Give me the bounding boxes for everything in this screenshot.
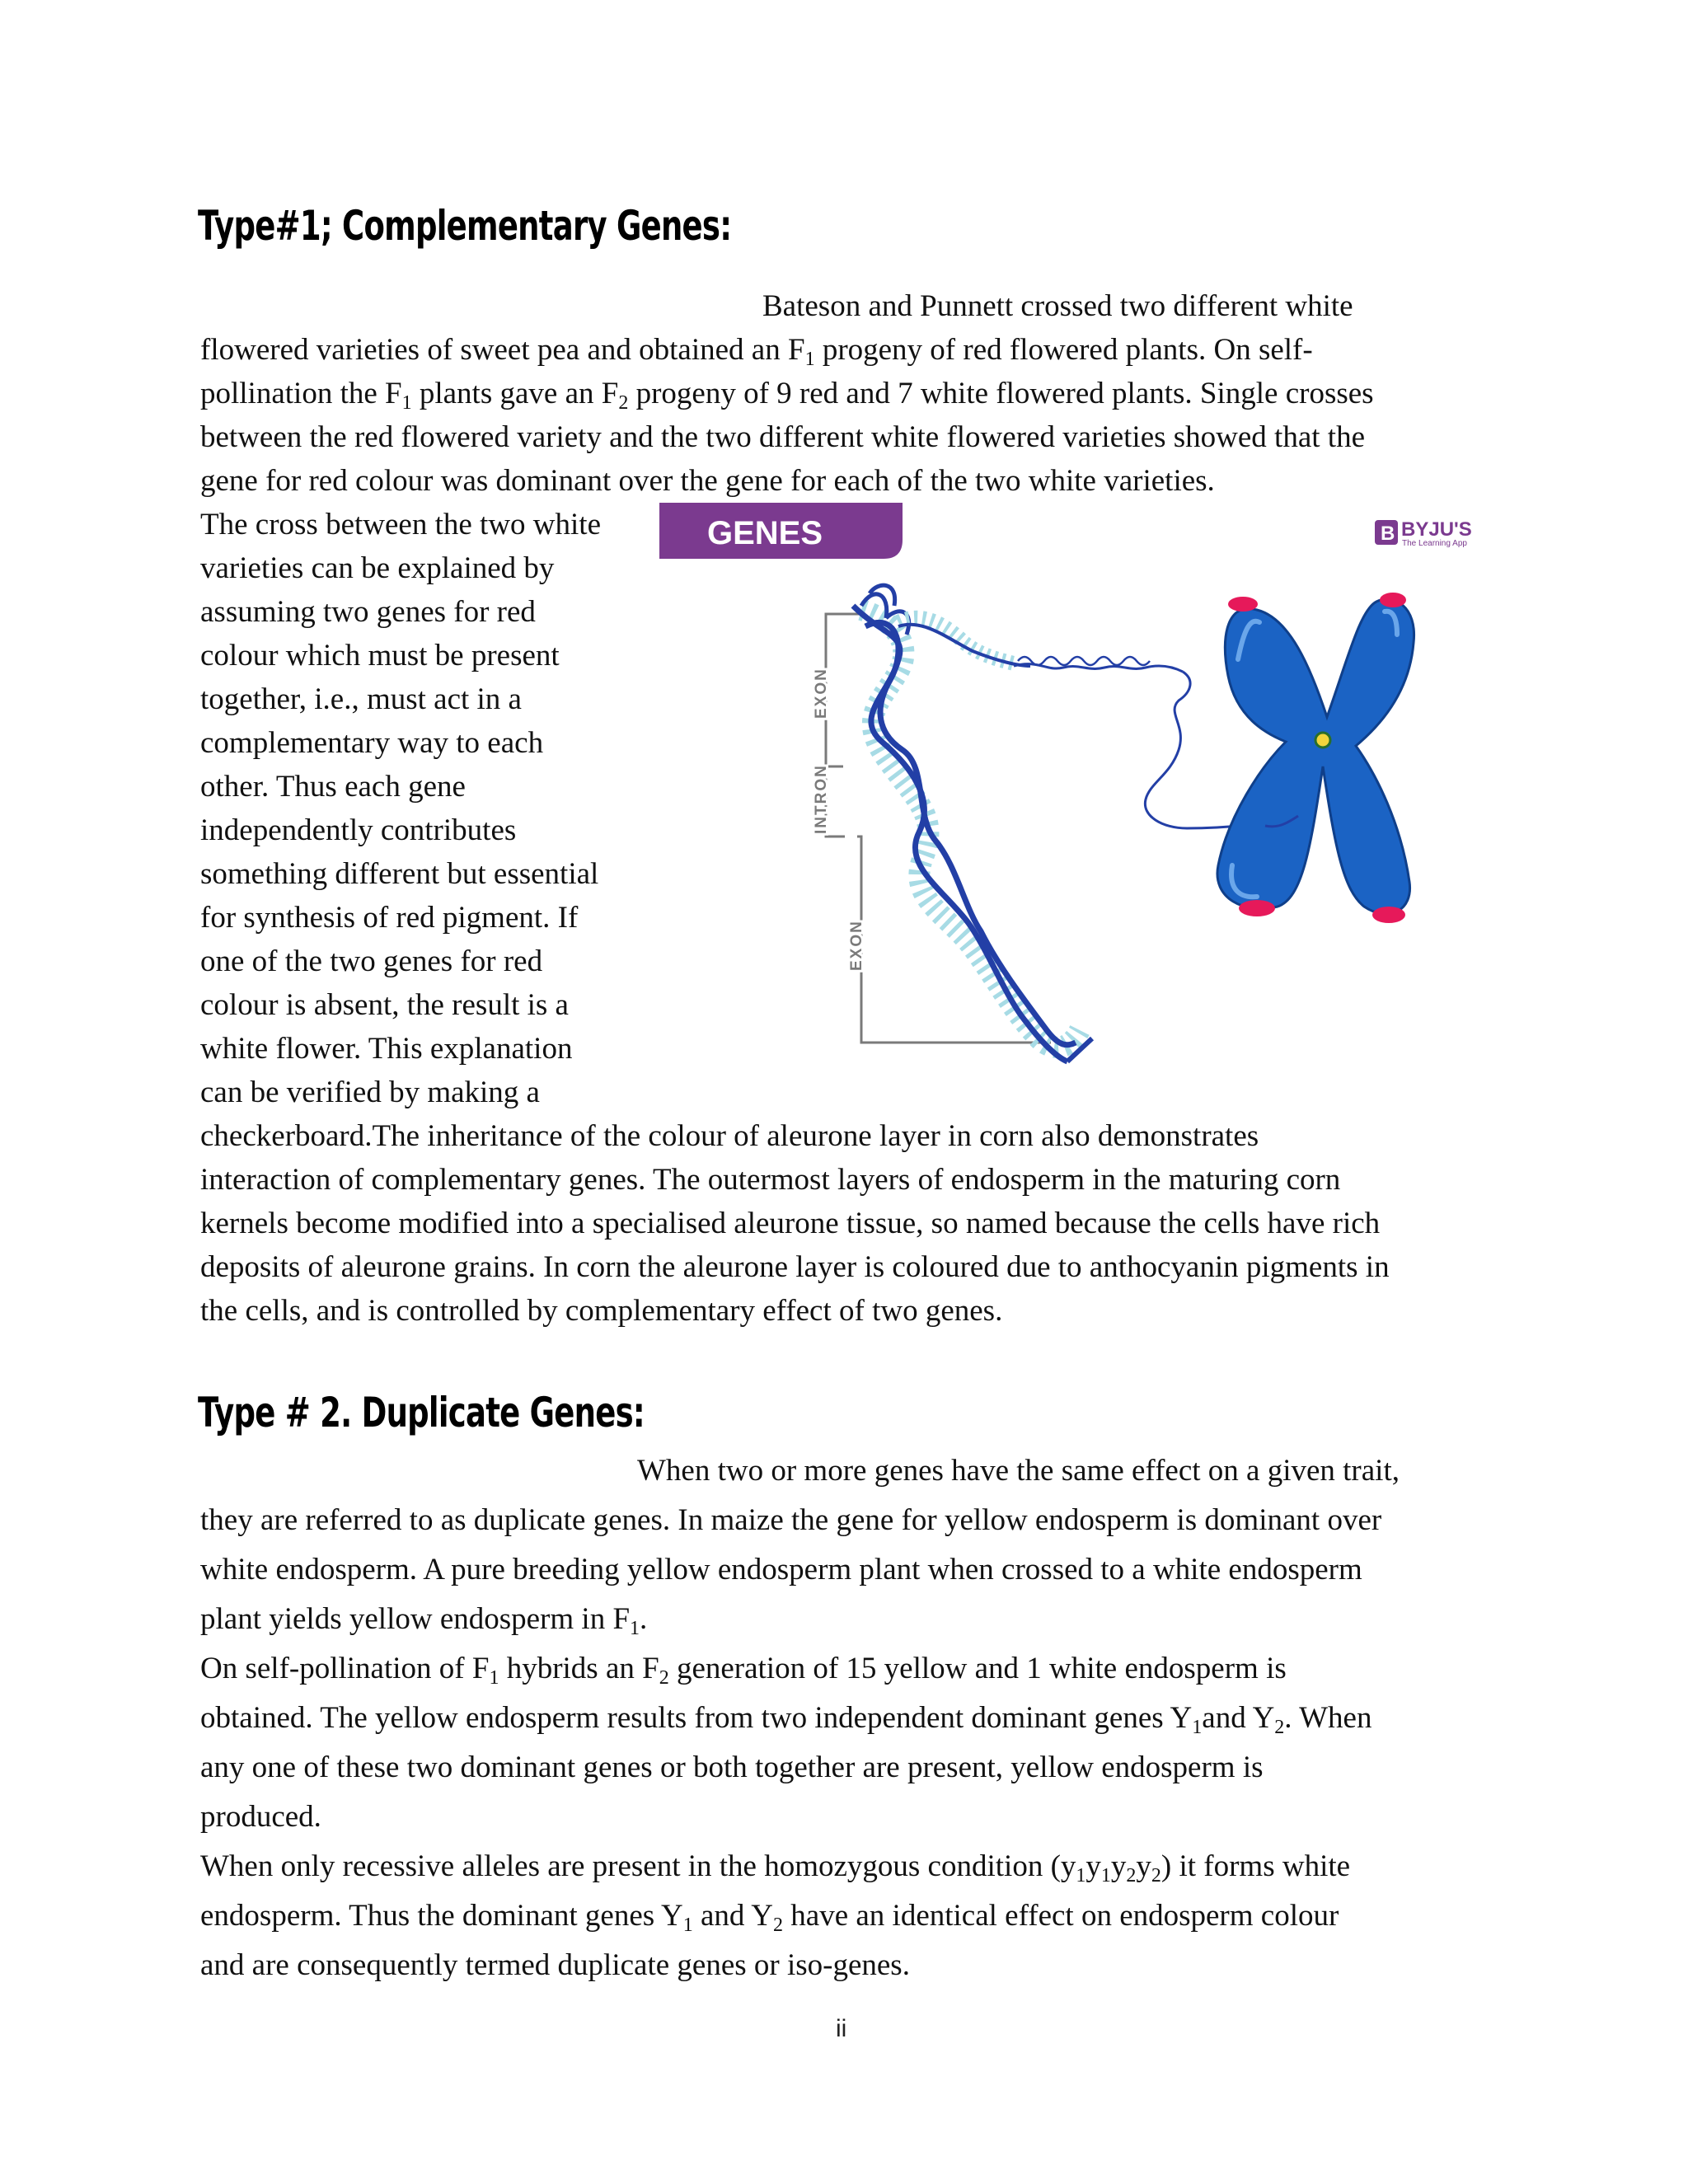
label-intron: INTRON — [813, 764, 830, 834]
paragraph-line: flowered varieties of sweet pea and obtained an $F_1$ progeny of red flowered plants. On self- — [200, 333, 1313, 370]
wrapped-line: can be verified by making a — [200, 1076, 540, 1109]
byjus-logo — [1375, 518, 1472, 548]
section-heading-complementary-genes: Type#1; Complementary Genes: — [198, 202, 732, 250]
wrapped-line: assuming two genes for red — [200, 595, 536, 629]
paragraph-line: gene for red colour was dominant over the gene for each of the two white varieties. — [200, 464, 1215, 498]
page-number: ii — [836, 2015, 847, 2042]
wrapped-line: one of the two genes for red — [200, 944, 543, 978]
wrapped-line: white flower. This explanation — [200, 1032, 573, 1066]
paragraph-line: produced. — [200, 1800, 321, 1834]
wrapped-line: for synthesis of red pigment. If — [200, 901, 579, 935]
paragraph-line: Bateson and Punnett crossed two different white — [762, 289, 1353, 323]
wrapped-line: colour which must be present — [200, 639, 560, 673]
paragraph-line: On self-pollination of $F_1$ hybrids an $F_2$ generation of 15 yellow and 1 white endosperm is — [200, 1652, 1287, 1689]
paragraph-line: interaction of complementary genes. The outermost layers of endosperm in the maturing corn — [200, 1163, 1341, 1197]
paragraph-line: any one of these two dominant genes or both together are present, yellow endosperm is — [200, 1750, 1264, 1784]
genes-diagram — [651, 503, 1500, 1088]
paragraph-line: and are consequently termed duplicate genes or iso-genes. — [200, 1948, 910, 1982]
wrapped-line: colour is absent, the result is a — [200, 988, 569, 1022]
label-exon-bottom: EXON — [848, 920, 865, 971]
section-heading-duplicate-genes: Type # 2. Duplicate Genes: — [198, 1389, 645, 1436]
chromosome — [1217, 593, 1414, 923]
wrapped-line: The cross between the two white — [200, 508, 601, 541]
paragraph-line: plant yields yellow endosperm in $F_1$. — [200, 1602, 648, 1639]
paragraph-line: obtained. The yellow endosperm results from two independent dominant genes $Y_1and$ $Y_2$. When — [200, 1701, 1372, 1738]
wrapped-line: something different but essential — [200, 857, 599, 891]
paragraph-line: between the red flowered variety and the two different white flowered varieties showed that the — [200, 420, 1365, 454]
paragraph-line: the cells, and is controlled by complementary effect of two genes. — [200, 1294, 1003, 1328]
paragraph-line: kernels become modified into a specialised aleurone tissue, so named because the cells have rich — [200, 1207, 1381, 1240]
wrapped-line: together, i.e., must act in a — [200, 682, 522, 716]
paragraph-line: When only recessive alleles are present in the homozygous condition $(y_1y_1y_2y_2)$ it forms white — [200, 1849, 1351, 1886]
paragraph-line: pollination the $F_1$ plants gave an $F_2$ progeny of 9 red and 7 white flowered plants. Single crosses — [200, 377, 1374, 414]
paragraph-line: they are referred to as duplicate genes. In maize the gene for yellow endosperm is dominant over — [200, 1503, 1382, 1537]
wrapped-line: other. Thus each gene — [200, 770, 466, 804]
byjus-logo-text: BYJU'S — [1401, 518, 1472, 541]
genes-banner-title: GENES — [707, 515, 823, 551]
svg-text:B: B — [1381, 523, 1395, 545]
paragraph-line: When two or more genes have the same effect on a given trait, — [637, 1454, 1400, 1488]
label-exon-top: EXON — [813, 668, 830, 719]
byjus-tagline: The Learning App — [1402, 539, 1467, 548]
wrapped-line: complementary way to each — [200, 726, 544, 760]
paragraph-line: deposits of aleurone grains. In corn the aleurone layer is coloured due to anthocyanin pigments in — [200, 1250, 1390, 1284]
wrapped-line: varieties can be explained by — [200, 551, 555, 585]
wrapped-line: independently contributes — [200, 813, 517, 847]
paragraph-line: white endosperm. A pure breeding yellow endosperm plant when crossed to a white endosperm — [200, 1553, 1362, 1586]
paragraph-line: checkerboard.The inheritance of the colour of aleurone layer in corn also demonstrates — [200, 1119, 1259, 1153]
paragraph-line: endosperm. Thus the dominant genes $Y_1$ and $Y_2$ have an identical effect on endosperm colour — [200, 1899, 1339, 1936]
